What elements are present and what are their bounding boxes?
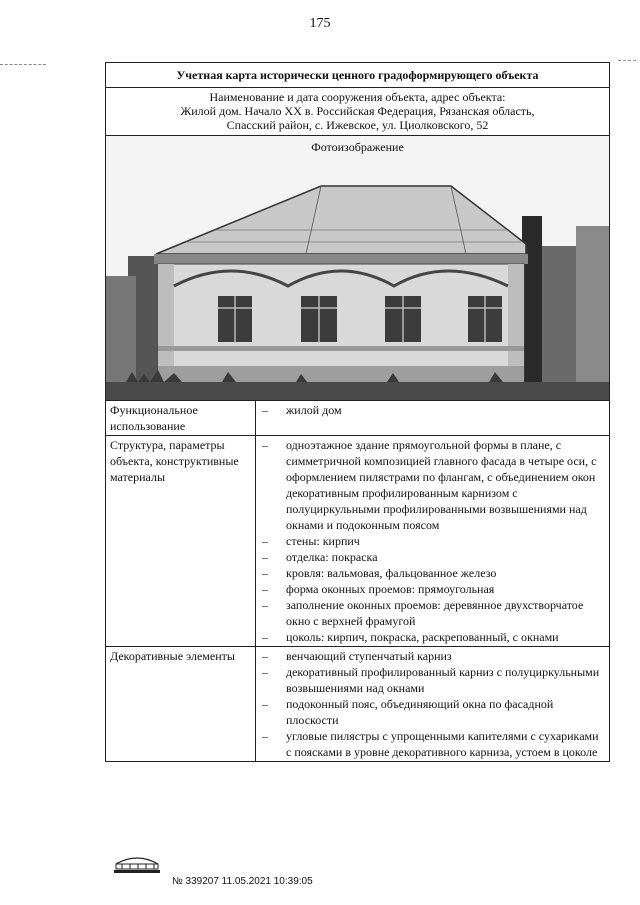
- address-line: Жилой дом. Начало XX в. Российская Федерация, Рязанская область,: [180, 104, 535, 118]
- list-item: – венчающий ступенчатый карниз: [262, 648, 605, 664]
- page-number: 175: [309, 16, 331, 31]
- row-decorative-elements: [106, 647, 609, 761]
- list-item: – заполнение оконных проемов: деревянное двухстворчатое окно с верхней фрамугой: [262, 597, 605, 629]
- list-item: – угловые пилястры с упрощенными капителями с сухариками с поясками в уровне декоративного карниза, устоем в цоколе: [262, 728, 605, 760]
- row-value: [256, 436, 609, 646]
- object-address-block: [106, 88, 609, 136]
- list-item: – форма оконных проемов: прямоугольная: [262, 581, 605, 597]
- item-list: [262, 648, 605, 760]
- list-item: – жилой дом: [262, 402, 605, 418]
- item-list: [262, 402, 605, 418]
- list-item: – отделка: покраска: [262, 549, 605, 565]
- stamp-logo-icon: [112, 852, 162, 874]
- list-item: – подоконный пояс, объединяющий окна по фасадной плоскости: [262, 696, 605, 728]
- item-list: [262, 437, 605, 645]
- row-value: [256, 647, 609, 761]
- list-item: – одноэтажное здание прямоугольной формы в плане, с симметричной композицией главного фасада в четыре оси, с оформлением пилястрами по флангам, с объединением окон декоративным профилированным карнизом с полуциркульными профилированными возвышениями над окнами и подоконным поясом: [262, 437, 605, 533]
- scan-mark-right: [618, 60, 636, 63]
- row-structure: [106, 436, 609, 647]
- row-label: Декоративные элементы: [106, 647, 256, 761]
- row-label: Функциональное использование: [106, 401, 256, 435]
- address-line: Наименование и дата сооружения объекта, адрес объекта:: [209, 90, 506, 104]
- list-item: – декоративный профилированный карниз с полуциркульными возвышениями над окнами: [262, 664, 605, 696]
- list-item: – цоколь: кирпич, покраска, раскрепованный, с окнами: [262, 629, 605, 645]
- photo-section: [106, 136, 609, 401]
- document-stamp-info: № 339207 11.05.2021 10:39:05: [172, 876, 313, 887]
- list-item: – стены: кирпич: [262, 533, 605, 549]
- list-item: – кровля: вальмовая, фальцованное железо: [262, 565, 605, 581]
- registration-card: [105, 62, 610, 762]
- house-photo-icon: [106, 136, 609, 400]
- card-title: Учетная карта исторически ценного градоформирующего объекта: [106, 63, 609, 88]
- photo-label: Фотоизображение: [311, 140, 404, 154]
- row-label: Структура, параметры объекта, конструктивные материалы: [106, 436, 256, 646]
- address-line: Спасский район, с. Ижевское, ул. Циолковского, 52: [226, 118, 489, 132]
- row-value: [256, 401, 609, 435]
- row-functional-use: [106, 401, 609, 436]
- scan-mark-left: [0, 64, 46, 67]
